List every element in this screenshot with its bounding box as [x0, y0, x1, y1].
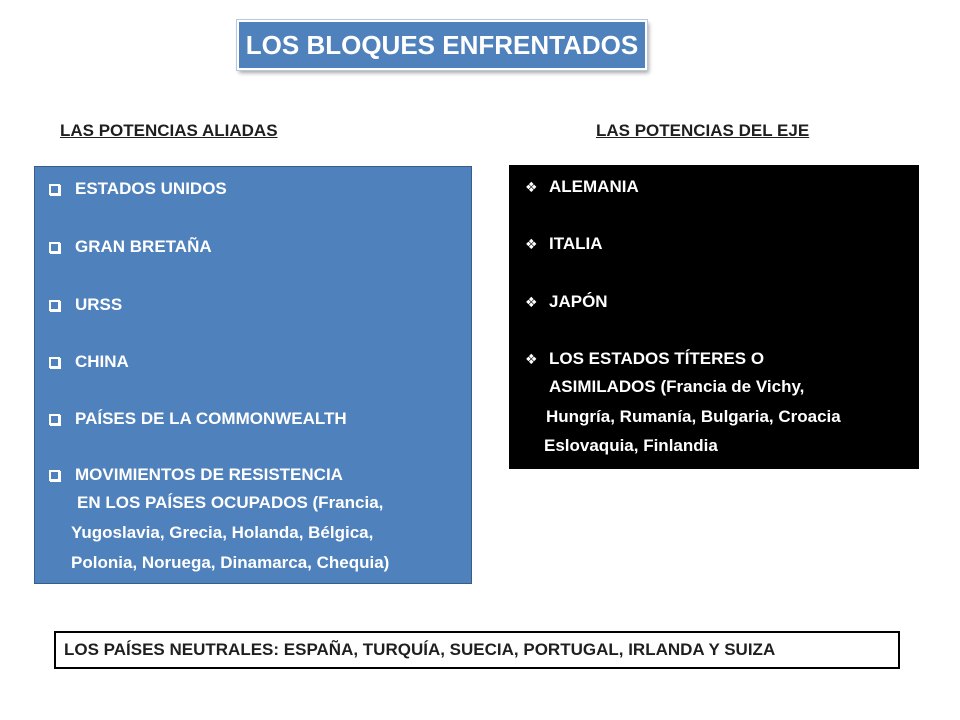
- diamond-bullet-icon: ❖: [525, 294, 538, 310]
- axis-heading: LAS POTENCIAS DEL EJE: [596, 121, 810, 140]
- square-bullet-icon: [49, 242, 60, 253]
- axis-item-label: ITALIA: [549, 234, 603, 253]
- allies-box: [34, 166, 472, 584]
- allies-item-label: URSS: [75, 295, 123, 314]
- neutral-countries-box: [54, 631, 900, 669]
- allies-resistance-line: EN LOS PAÍSES OCUPADOS (Francia,: [77, 493, 384, 512]
- allies-heading: LAS POTENCIAS ALIADAS: [60, 121, 278, 140]
- allies-resistance-line: Yugoslavia, Grecia, Holanda, Bélgica,: [71, 523, 374, 542]
- allies-resistance-line: Polonia, Noruega, Dinamarca, Chequia): [71, 553, 390, 572]
- diamond-bullet-icon: ❖: [525, 236, 538, 252]
- diamond-bullet-icon: ❖: [525, 351, 538, 367]
- allies-item-label: PAÍSES DE LA COMMONWEALTH: [75, 409, 347, 428]
- square-bullet-icon: [49, 470, 60, 481]
- axis-box: [509, 165, 919, 469]
- axis-puppet-line: Eslovaquia, Finlandia: [544, 436, 718, 455]
- axis-item-label: LOS ESTADOS TÍTERES O: [549, 349, 765, 368]
- allies-item-label: CHINA: [75, 352, 129, 371]
- diamond-bullet-icon: ❖: [525, 179, 538, 195]
- slide-title: LOS BLOQUES ENFRENTADOS: [237, 20, 647, 70]
- allies-item-label: MOVIMIENTOS DE RESISTENCIA: [75, 465, 343, 484]
- axis-item-label: ALEMANIA: [549, 177, 639, 196]
- allies-item-label: ESTADOS UNIDOS: [75, 179, 227, 198]
- allies-item-label: GRAN BRETAÑA: [75, 237, 212, 256]
- square-bullet-icon: [49, 184, 60, 195]
- square-bullet-icon: [49, 300, 60, 311]
- axis-puppet-line: Hungría, Rumanía, Bulgaria, Croacia: [546, 407, 841, 426]
- square-bullet-icon: [49, 357, 60, 368]
- axis-puppet-line: ASIMILADOS (Francia de Vichy,: [549, 377, 805, 396]
- neutral-countries-text: LOS PAÍSES NEUTRALES: ESPAÑA, TURQUÍA, SUECIA, PORTUGAL, IRLANDA Y SUIZA: [64, 640, 776, 659]
- square-bullet-icon: [49, 414, 60, 425]
- axis-item-label: JAPÓN: [549, 292, 608, 311]
